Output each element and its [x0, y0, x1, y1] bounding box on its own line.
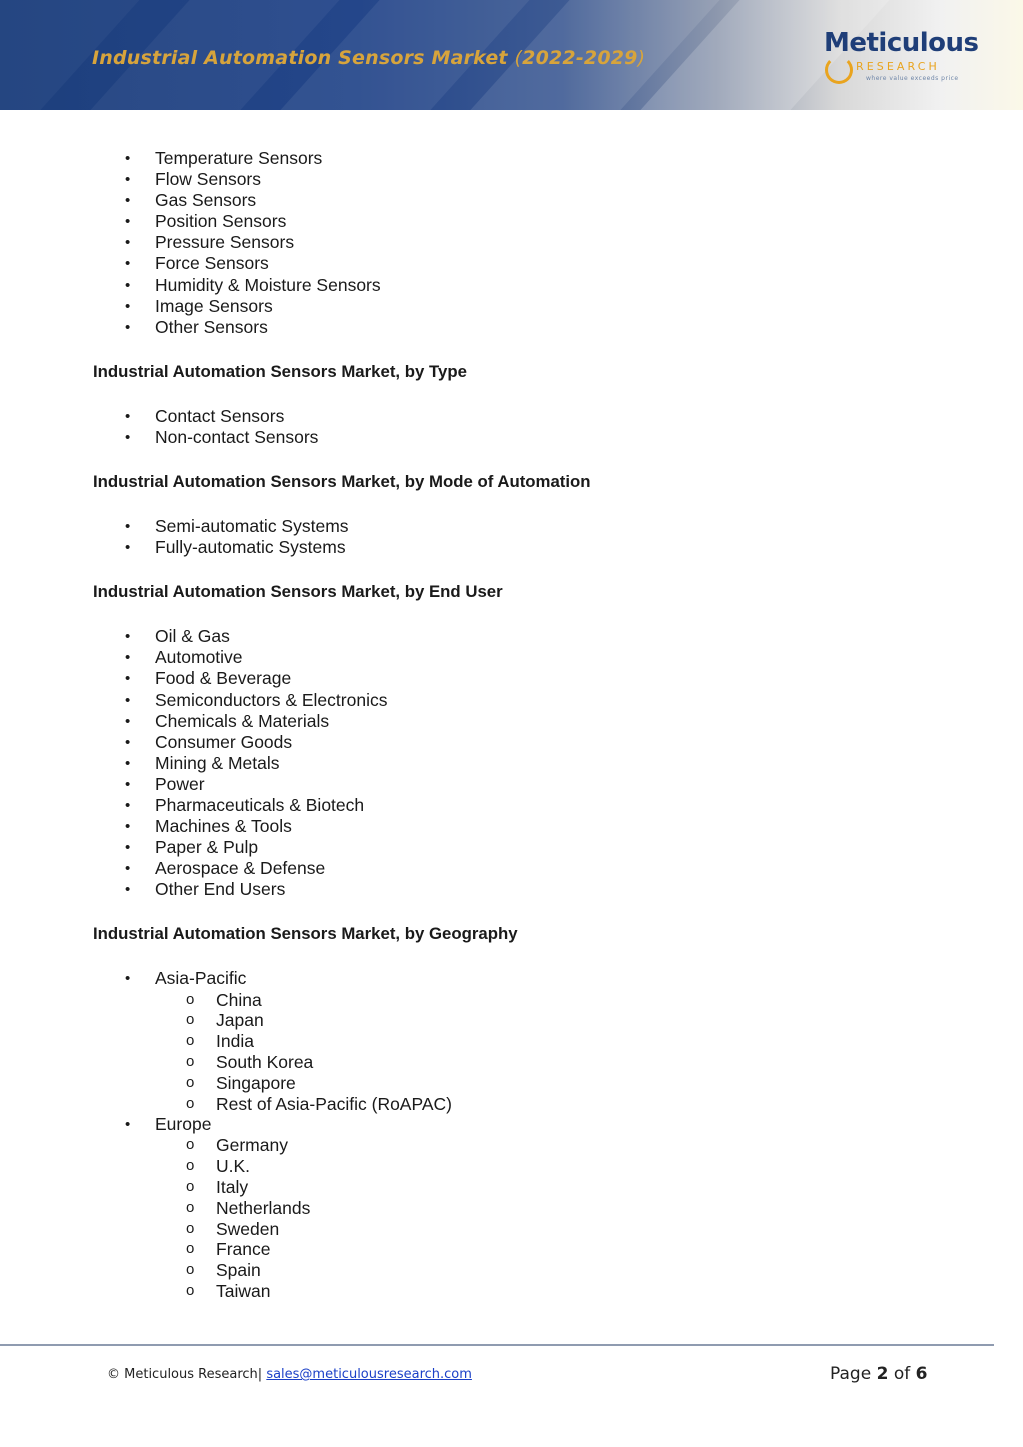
list-item: • Power — [0, 774, 1023, 795]
list-item: • Pressure Sensors — [0, 232, 1023, 253]
region-item — [0, 1114, 1023, 1301]
list-item: • Paper & Pulp — [0, 837, 1023, 858]
list-item: • Food & Beverage — [0, 668, 1023, 689]
country-item: o U.K. — [0, 1156, 1023, 1177]
page-number — [830, 1364, 927, 1384]
title-period: 2022-2029 — [522, 47, 638, 69]
list-item: • Aerospace & Defense — [0, 858, 1023, 879]
title-paren-open: ( — [514, 47, 523, 69]
list-item: • Semiconductors & Electronics — [0, 690, 1023, 711]
geography-list — [0, 968, 1023, 1301]
country-item: o Spain — [0, 1260, 1023, 1281]
country-item: o Taiwan — [0, 1281, 1023, 1302]
list-item: • Mining & Metals — [0, 753, 1023, 774]
title-paren-close: ) — [637, 47, 646, 69]
footer-divider — [0, 1344, 994, 1346]
country-list — [155, 1135, 1023, 1301]
list-item: • Other End Users — [0, 879, 1023, 900]
page-header — [0, 0, 1023, 110]
list-item: • Image Sensors — [0, 296, 1023, 317]
list-item: • Contact Sensors — [0, 406, 1023, 427]
region-name: Europe — [155, 1114, 212, 1135]
section-heading-end-user: Industrial Automation Sensors Market, by End User — [93, 582, 503, 602]
sensor-type-list — [0, 148, 1023, 338]
list-item: • Semi-automatic Systems — [0, 516, 1023, 537]
page-total: 6 — [915, 1364, 928, 1384]
country-item: o Singapore — [0, 1073, 1023, 1094]
logo-sub: RESEARCH — [856, 60, 940, 73]
list-item: • Automotive — [0, 647, 1023, 668]
page-of: of — [893, 1364, 911, 1384]
copyright-text: © Meticulous Research| — [107, 1367, 263, 1382]
country-item: o Rest of Asia-Pacific (RoAPAC) — [0, 1094, 1023, 1115]
country-item: o Italy — [0, 1177, 1023, 1198]
list-item: • Force Sensors — [0, 253, 1023, 274]
country-item: o India — [0, 1031, 1023, 1052]
section-heading-geography: Industrial Automation Sensors Market, by Geography — [93, 924, 518, 944]
list-item: • Position Sensors — [0, 211, 1023, 232]
country-item: o Japan — [0, 1010, 1023, 1031]
list-item: • Chemicals & Materials — [0, 711, 1023, 732]
country-item: o France — [0, 1239, 1023, 1260]
list-item: • Gas Sensors — [0, 190, 1023, 211]
country-item: o Germany — [0, 1135, 1023, 1156]
list-item: • Non-contact Sensors — [0, 427, 1023, 448]
logo-name: Meticulous — [824, 28, 979, 58]
list-item: • Humidity & Moisture Sensors — [0, 275, 1023, 296]
list-item: • Flow Sensors — [0, 169, 1023, 190]
list-item: • Other Sensors — [0, 317, 1023, 338]
logo-tagline: where value exceeds price — [866, 75, 959, 82]
page-current: 2 — [876, 1364, 889, 1384]
country-item: o Sweden — [0, 1219, 1023, 1240]
list-item: • Fully-automatic Systems — [0, 537, 1023, 558]
page-word: Page — [830, 1364, 872, 1384]
footer-copyright — [107, 1367, 472, 1382]
magnifier-icon — [825, 56, 853, 84]
mode-list — [0, 516, 1023, 558]
list-item: • Machines & Tools — [0, 816, 1023, 837]
region-name: Asia-Pacific — [155, 968, 247, 989]
country-item: o Netherlands — [0, 1198, 1023, 1219]
section-heading-type: Industrial Automation Sensors Market, by Type — [93, 361, 467, 381]
document-body — [0, 148, 1023, 1302]
country-list — [155, 990, 1023, 1115]
section-heading-mode: Industrial Automation Sensors Market, by Mode of Automation — [93, 472, 591, 492]
end-user-list — [0, 626, 1023, 900]
type-list — [0, 406, 1023, 448]
email-link[interactable]: sales@meticulousresearch.com — [266, 1367, 472, 1382]
country-item: o China — [0, 990, 1023, 1011]
list-item: • Consumer Goods — [0, 732, 1023, 753]
region-item — [0, 968, 1023, 1114]
title-text: Industrial Automation Sensors Market — [92, 47, 508, 69]
company-logo — [822, 26, 979, 88]
country-item: o South Korea — [0, 1052, 1023, 1073]
list-item: • Temperature Sensors — [0, 148, 1023, 169]
list-item: • Oil & Gas — [0, 626, 1023, 647]
list-item: • Pharmaceuticals & Biotech — [0, 795, 1023, 816]
document-title — [92, 47, 645, 69]
